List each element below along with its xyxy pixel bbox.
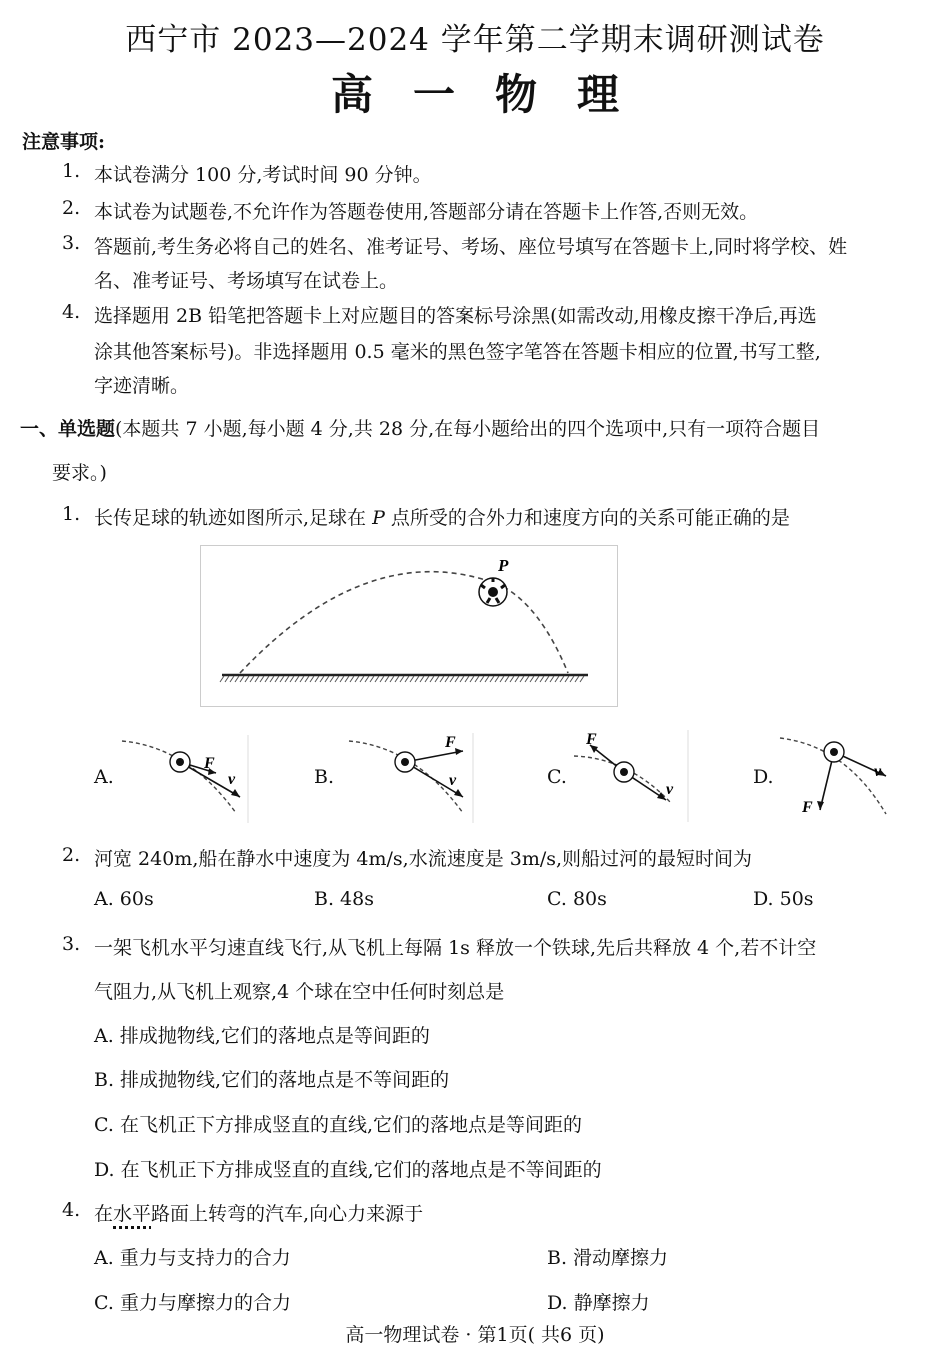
option-a-figure [118, 735, 250, 823]
football-icon [395, 752, 415, 772]
option-b: B. 排成抛物线,它们的落地点是不等间距的 [94, 1069, 450, 1091]
force-label: F [204, 755, 215, 772]
arrowhead-icon [454, 789, 463, 797]
option-label: C. [547, 766, 567, 788]
option-c: C. 重力与摩擦力的合力 [94, 1292, 291, 1314]
option-label: D. [753, 766, 774, 788]
stem-text: 路面上转弯的汽车,向心力来源于 [151, 1203, 424, 1225]
option-label: A. [94, 766, 114, 788]
notice-item-text: 本试卷满分 100 分,考试时间 90 分钟。 [94, 164, 432, 186]
question-number: 4. [62, 1199, 81, 1221]
section-heading: 一、单选题 [20, 418, 116, 440]
option-d-figure [776, 732, 896, 824]
velocity-label: v [449, 772, 457, 789]
arrowhead-icon [455, 748, 463, 755]
notice-item-text: 答题前,考生务必将自己的姓名、准考证号、考场、座位号填写在答题卡上,同时将学校、姓 [94, 236, 848, 258]
football-icon [170, 752, 190, 772]
option-b-figure [345, 733, 475, 823]
question-stem [94, 1199, 423, 1226]
football-icon [614, 762, 634, 782]
exam-title: 西宁市 2023—2024 学年第二学期末调研测试卷 [125, 22, 825, 58]
question-stem: 河宽 240m,船在静水中速度为 4m/s,水流速度是 3m/s,则船过河的最短时间为 [94, 848, 753, 870]
notice-item-number: 3. [62, 232, 81, 254]
figure-border [201, 546, 618, 707]
section-description: (本题共 7 小题,每小题 4 分,共 28 分,在每小题给出的四个选项中,只有一项符合题目 [115, 418, 821, 440]
option-b: B. 48s [314, 888, 374, 910]
option-d: D. 静摩擦力 [547, 1292, 650, 1314]
notice-item-text: 名、准考证号、考场填写在试卷上。 [94, 270, 399, 292]
option-c: C. 在飞机正下方排成竖直的直线,它们的落地点是等间距的 [94, 1114, 582, 1136]
notice-heading: 注意事项: [22, 131, 106, 153]
notice-item-text: 涂其他答案标号)。非选择题用 0.5 毫米的黑色签字笔答在答题卡相应的位置,书写工整, [94, 341, 821, 363]
figure-point-label: P [498, 556, 509, 575]
football-icon [824, 742, 844, 762]
option-a: A. 60s [94, 888, 154, 910]
stem-text: 长传足球的轨迹如图所示,足球在 [94, 507, 373, 529]
notice-item-text: 本试卷为试题卷,不允许作为答题卷使用,答题部分请在答题卡上作答,否则无效。 [94, 201, 759, 223]
question-stem: 一架飞机水平匀速直线飞行,从飞机上每隔 1s 释放一个铁球,先后共释放 4 个,若不计空 [94, 937, 817, 959]
arrowhead-icon [231, 789, 240, 797]
option-c: C. 80s [547, 888, 607, 910]
football-icon [479, 578, 507, 606]
section-description-cont: 要求。) [52, 462, 107, 484]
point-p-label: P [372, 507, 385, 529]
option-d: D. 在飞机正下方排成竖直的直线,它们的落地点是不等间距的 [94, 1159, 602, 1181]
question-number: 3. [62, 933, 81, 955]
subject-title: 高一物理 [330, 70, 659, 119]
page-footer: 高一物理试卷 · 第1页( 共6 页) [345, 1324, 605, 1346]
velocity-label: v [874, 763, 882, 780]
stem-text: 点所受的合外力和速度方向的关系可能正确的是 [384, 507, 790, 529]
option-a: A. 排成抛物线,它们的落地点是等间距的 [94, 1025, 430, 1047]
question-stem [94, 503, 790, 530]
trajectory-dashed-path [240, 572, 568, 673]
notice-item-text: 选择题用 2B 铅笔把答题卡上对应题目的答案标号涂黑(如需改动,用橡皮擦干净后,再选 [94, 305, 817, 327]
notice-item-number: 2. [62, 197, 81, 219]
force-label: F [586, 731, 597, 748]
stem-text: 在 [94, 1203, 114, 1225]
velocity-label: v [228, 771, 236, 788]
section-heading-line [20, 414, 820, 441]
notice-item-number: 4. [62, 301, 81, 323]
force-label: F [445, 734, 456, 751]
trajectory-figure [200, 545, 618, 707]
emphasized-word: 水平 [113, 1203, 152, 1225]
arrowhead-icon [817, 801, 824, 810]
force-label: F [802, 799, 813, 816]
question-number: 1. [62, 503, 81, 525]
option-a: A. 重力与支持力的合力 [94, 1247, 291, 1269]
question-number: 2. [62, 844, 81, 866]
option-label: B. [314, 766, 335, 788]
velocity-label: v [666, 781, 674, 798]
option-d: D. 50s [753, 888, 814, 910]
notice-item-number: 1. [62, 160, 81, 182]
ground-hatching [220, 676, 584, 682]
option-b: B. 滑动摩擦力 [547, 1247, 669, 1269]
notice-item-text: 字迹清晰。 [94, 375, 190, 397]
option-c-figure [568, 730, 690, 822]
question-stem-cont: 气阻力,从飞机上观察,4 个球在空中任何时刻总是 [94, 981, 505, 1003]
